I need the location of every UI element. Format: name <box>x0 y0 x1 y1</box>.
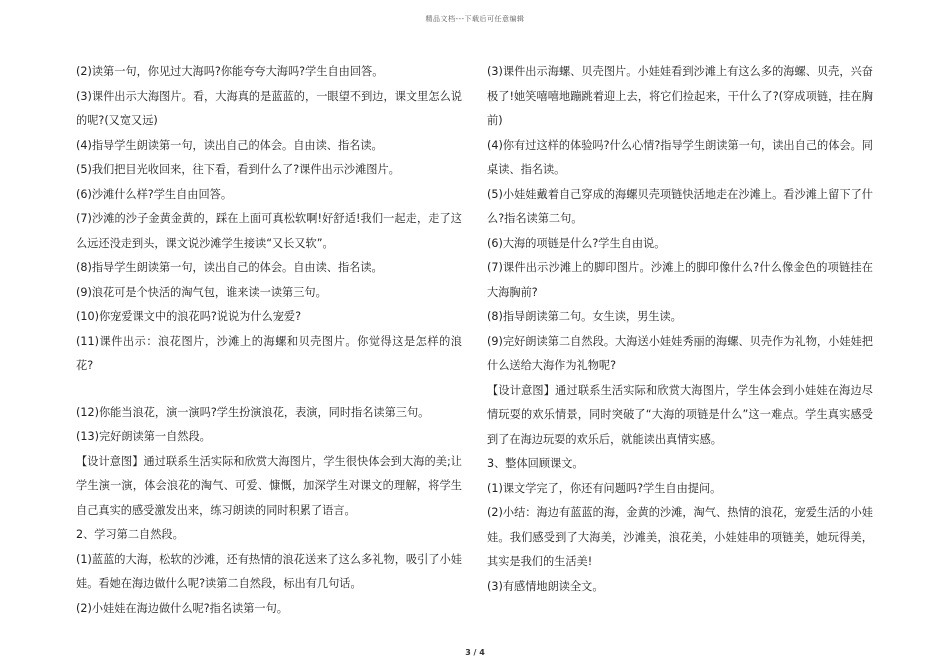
paragraph: (5)我们把目光收回来，往下看，看到什么了?课件出示沙滩图片。 <box>76 163 400 176</box>
design-intent-paragraph: 【设计意图】通过联系生活实际和欣赏大海图片，学生很快体会到大海的美;让学生演一演，体会浪花的淘气、可爱、慷慨，加深学生对课文的理解，将学生自己真实的感受激发出来，练习朗读的同时积累了语言。 <box>76 454 462 517</box>
paragraph: (7)课件出示沙滩上的脚印图片。沙滩上的脚印像什么?什么像金色的项链挂在大海胸前? <box>487 261 873 299</box>
paragraph: (8)指导学生朗读第一句，读出自己的体会。自由读、指名读。 <box>76 261 383 274</box>
paragraph: (8)指导朗读第二句。女生读，男生读。 <box>487 310 682 323</box>
document-header: 精品文档---下载后可任意编辑 <box>425 15 525 23</box>
paragraph: (9)浪花可是个快活的淘气包，谁来读一读第三句。 <box>76 285 327 299</box>
paragraph: (7)沙滩的沙子金黄金黄的，踩在上面可真松软啊!好舒适!我们一起走，走了这么远还没走到头，课文说沙滩学生接读“又长又软”。 <box>76 212 462 250</box>
paragraph: (3)有感情地朗读全文。 <box>487 579 604 593</box>
page-indicator: 3 / 4 <box>465 648 485 657</box>
paragraph: (6)大海的项链是什么?学生自由说。 <box>487 236 666 250</box>
paragraph: (9)完好朗读第二自然段。大海送小娃娃秀丽的海螺、贝壳作为礼物，小娃娃把什么送给大海作为礼物呢? <box>487 334 873 372</box>
paragraph: (1)蓝蓝的大海，松软的沙滩，还有热情的浪花送来了这么多礼物，吸引了小娃娃。看她在海边做什么呢?读第二自然段，标出有几句话。 <box>76 552 462 590</box>
paragraph: (4)指导学生朗读第一句，读出自己的体会。自由读、指名读。 <box>76 138 383 152</box>
paragraph: (3)课件出示大海图片。看，大海真的是蓝蓝的，一眼望不到边，课文里怎么说的呢?(又宽又远) <box>76 89 462 127</box>
paragraph: (2)小娃娃在海边做什么呢?指名读第一句。 <box>76 601 288 615</box>
paragraph: (2)读第一句，你见过大海吗?你能夸夸大海吗?学生自由回答。 <box>76 65 384 78</box>
left-column <box>76 60 462 621</box>
paragraph: (3)课件出示海螺、贝壳图片。小娃娃看到沙滩上有这么多的海螺、贝壳，兴奋极了!她笑嘻嘻地蹦跳着迎上去，将它们捡起来，干什么了?(穿成项链，挂在胸前) <box>487 65 873 127</box>
paragraph: (6)沙滩什么样?学生自由回答。 <box>76 187 233 201</box>
design-intent-paragraph: 【设计意图】通过联系生活实际和欣赏大海图片，学生体会到小娃娃在海边尽情玩耍的欢乐情景，同时突破了“大海的项链是什么”这一难点。学生真实感受到了在海边玩耍的欢乐后，就能读出真情实感。 <box>487 383 873 446</box>
section-heading: 2、学习第二自然段。 <box>76 528 184 541</box>
paragraph: (11)课件出示：浪花图片，沙滩上的海螺和贝壳图片。你觉得这是怎样的浪花? <box>76 334 462 372</box>
paragraph: (13)完好朗读第一自然段。 <box>76 430 211 443</box>
paragraph: (2)小结：海边有蓝蓝的海，金黄的沙滩，淘气、热情的浪花，宠爱生活的小娃娃。我们感受到了大海美，沙滩美，浪花美，小娃娃串的项链美，她玩得美，其实是我们的生活美! <box>487 506 873 568</box>
paragraph: (10)你宠爱课文中的浪花吗?说说为什么宠爱? <box>76 310 302 323</box>
paragraph: (12)你能当浪花，演一演吗?学生扮演浪花，表演，同时指名读第三句。 <box>76 405 430 419</box>
paragraph: (1)课文学完了，你还有问题吗?学生自由提问。 <box>487 481 722 495</box>
paragraph: (5)小娃娃戴着自己穿成的海螺贝壳项链快活地走在沙滩上。看沙滩上留下了什么?指名读第二句。 <box>487 187 873 225</box>
paragraph: (4)你有过这样的体验吗?什么心情?指导学生朗读第一句，读出自己的体会。同桌读、指名读。 <box>487 138 873 176</box>
section-heading: 3、整体回顾课文。 <box>487 457 584 470</box>
right-column <box>487 60 873 599</box>
